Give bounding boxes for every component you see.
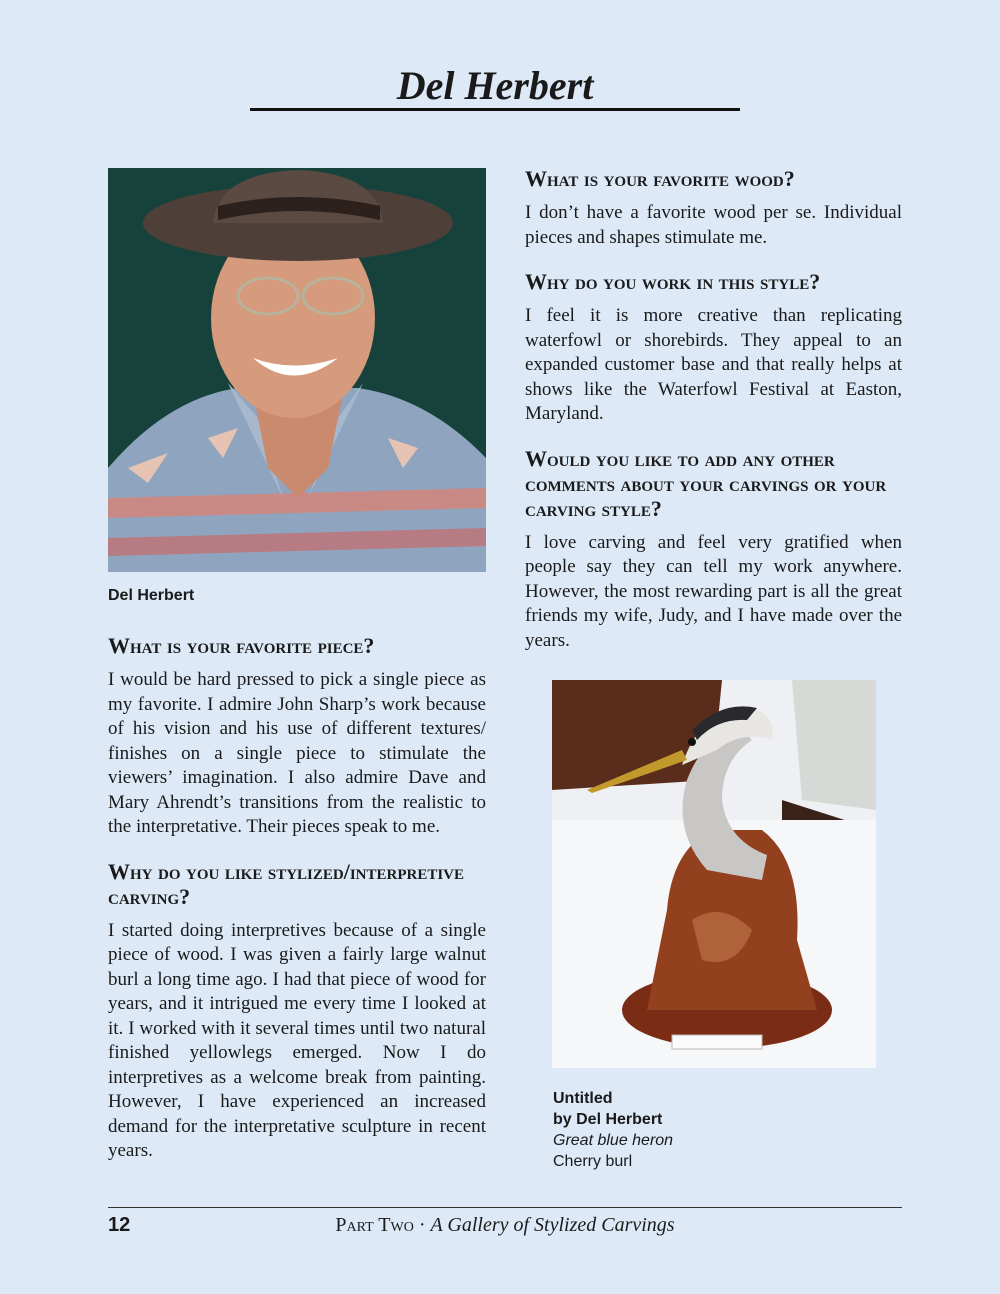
heron-caption-species: Great blue heron xyxy=(553,1132,674,1149)
question-other-comments: Would you like to add any other comments about your carvings or your carving style? xyxy=(525,445,887,521)
portrait-photo xyxy=(108,168,486,572)
title-underline xyxy=(250,108,740,111)
answer-favorite-wood: I don’t have a favorite wood per se. Individual pieces and shapes stimulate me. xyxy=(525,202,902,248)
left-column xyxy=(108,633,486,1183)
heron-caption-material: Cherry burl xyxy=(553,1153,633,1170)
page-title: Del Herbert xyxy=(396,63,594,108)
heron-caption-title: Untitled xyxy=(553,1090,613,1107)
footer-rule xyxy=(108,1207,902,1208)
running-footer-part: Part Two xyxy=(335,1214,414,1236)
heron-carving-photo xyxy=(552,680,876,1068)
question-stylized-carving: Why do you like stylized/interpretive carving? xyxy=(108,858,465,909)
question-work-style: Why do you work in this style? xyxy=(525,269,821,294)
answer-work-style: I feel it is more creative than replicating waterfowl or shorebirds. They appeal to an expanded customer base and that really helps at shows like the Waterfowl Festival at Easton, Maryland. xyxy=(525,305,902,424)
heron-caption xyxy=(553,1088,673,1172)
answer-stylized-carving: I started doing interpretives because of a single piece of wood. I was given a fairly large walnut burl a long time ago. I had that piece of wood for years, and it intrigued me every time I looked at it. I worked with it several times until two natural finished yellowlegs emerged. Now I do interpretives as a welcome break from painting. However, I have experienced an increased demand for the interpretative sculpture in recent years. xyxy=(108,919,486,1161)
question-favorite-wood: What is your favorite wood? xyxy=(525,166,795,191)
portrait-caption: Del Herbert xyxy=(108,587,195,604)
right-column xyxy=(525,166,902,672)
answer-favorite-piece: I would be hard pressed to pick a single piece as my favorite. I admire John Sharp’s work because of his vision and his use of different textures/ finishes on a single piece to stimulate the viewers’ imagination. I also admire Dave and Mary Ahrendt’s transitions from the realistic to the interpretative. Their pieces speak to me. xyxy=(108,669,486,837)
running-footer-separator: · xyxy=(413,1214,431,1236)
running-footer-title: A Gallery of Stylized Carvings xyxy=(430,1214,675,1236)
question-favorite-piece: What is your favorite piece? xyxy=(108,633,375,658)
running-footer xyxy=(250,1212,760,1238)
heron-caption-artist: by Del Herbert xyxy=(553,1111,663,1128)
page-number: 12 xyxy=(108,1214,131,1236)
answer-other-comments: I love carving and feel very gratified when people say they can tell my work anywhere. However, the most rewarding part is all the great friends my wife, Judy, and I have made over the years. xyxy=(525,531,902,651)
